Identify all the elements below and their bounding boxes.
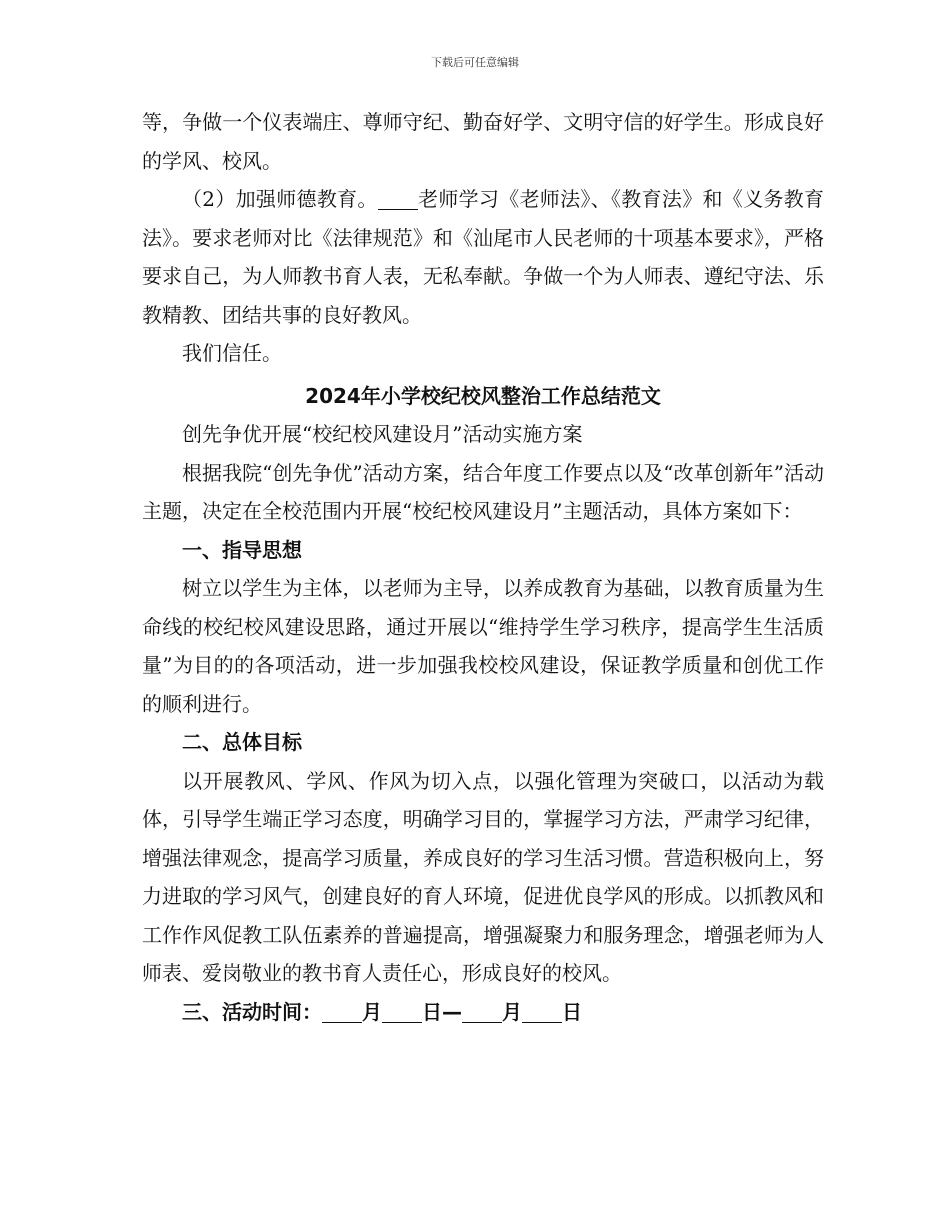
paragraph: 根据我院“创先争优”活动方案，结合年度工作要点以及“改革创新年”活动主题，决定在全校范围内开展“校纪校风建设月”主题活动，具体方案如下： (142, 460, 824, 523)
month-label: 月 (362, 999, 382, 1024)
section-heading: 一、指导思想 (182, 537, 302, 562)
dash: — (442, 999, 462, 1024)
paragraph: 以开展教风、学风、作风为切入点，以强化管理为突破口，以活动为载体，引导学生端正学习态度，明确学习目的，掌握学习方法，严肃学习纪律，增强法律观念，提高学习质量，养成良好的学习生活习惯。营造积极向上，努力进取的学习风气，创建良好的育人环境，促进优良学风的形成。以抓教风和工作作风促教工队伍素养的普遍提高，增强凝聚力和服务理念，增强老师为人师表、爱岗敬业的教书育人责任心，形成良好的校风。 (142, 768, 824, 985)
fill-blank (382, 1002, 422, 1023)
paragraph-text: 老师学习《老师法》、《教育法》和《义务教育法》。要求老师对比《法律规范》和《汕尾市人民老师的十项基本要求》，严格要求自己，为人师教书育人表，无私奉献。争做一个为人师表、遵纪守法、乐教精教、团结共事的良好教风。 (142, 187, 824, 327)
heading-label: 三、活动时间： (182, 999, 322, 1024)
day-label: 日 (562, 999, 582, 1024)
paragraph: 树立以学生为主体，以老师为主导，以养成教育为基础，以教育质量为生命线的校纪校风建设思路，通过开展以“维持学生学习秩序，提高学生生活质量”为目的的各项活动，进一步加强我校校风建设，保证教学质量和创优工作的顺利进行。 (142, 576, 824, 716)
paragraph: 我们信任。 (182, 341, 282, 365)
paragraph (142, 180, 824, 334)
paragraph-prefix: （2）加强师德教育。 (182, 187, 378, 211)
fill-blank (322, 1002, 362, 1023)
day-label: 日 (422, 999, 442, 1024)
paragraph: 创先争优开展“校纪校风建设月”活动实施方案 (182, 422, 583, 446)
page-header-note: 下载后可任意编辑 (431, 56, 519, 69)
section-heading (142, 993, 824, 1032)
document-body (142, 103, 824, 1031)
fill-blank (378, 189, 418, 210)
section-heading: 二、总体目标 (182, 730, 302, 754)
paragraph: 等，争做一个仪表端庄、尊师守纪、勤奋好学、文明守信的好学生。形成良好的学风、校风。 (142, 110, 824, 173)
fill-blank (462, 1002, 502, 1023)
document-title: 2024年小学校纪校风整治工作总结范文 (305, 383, 661, 408)
month-label: 月 (502, 999, 522, 1024)
fill-blank (522, 1002, 562, 1023)
